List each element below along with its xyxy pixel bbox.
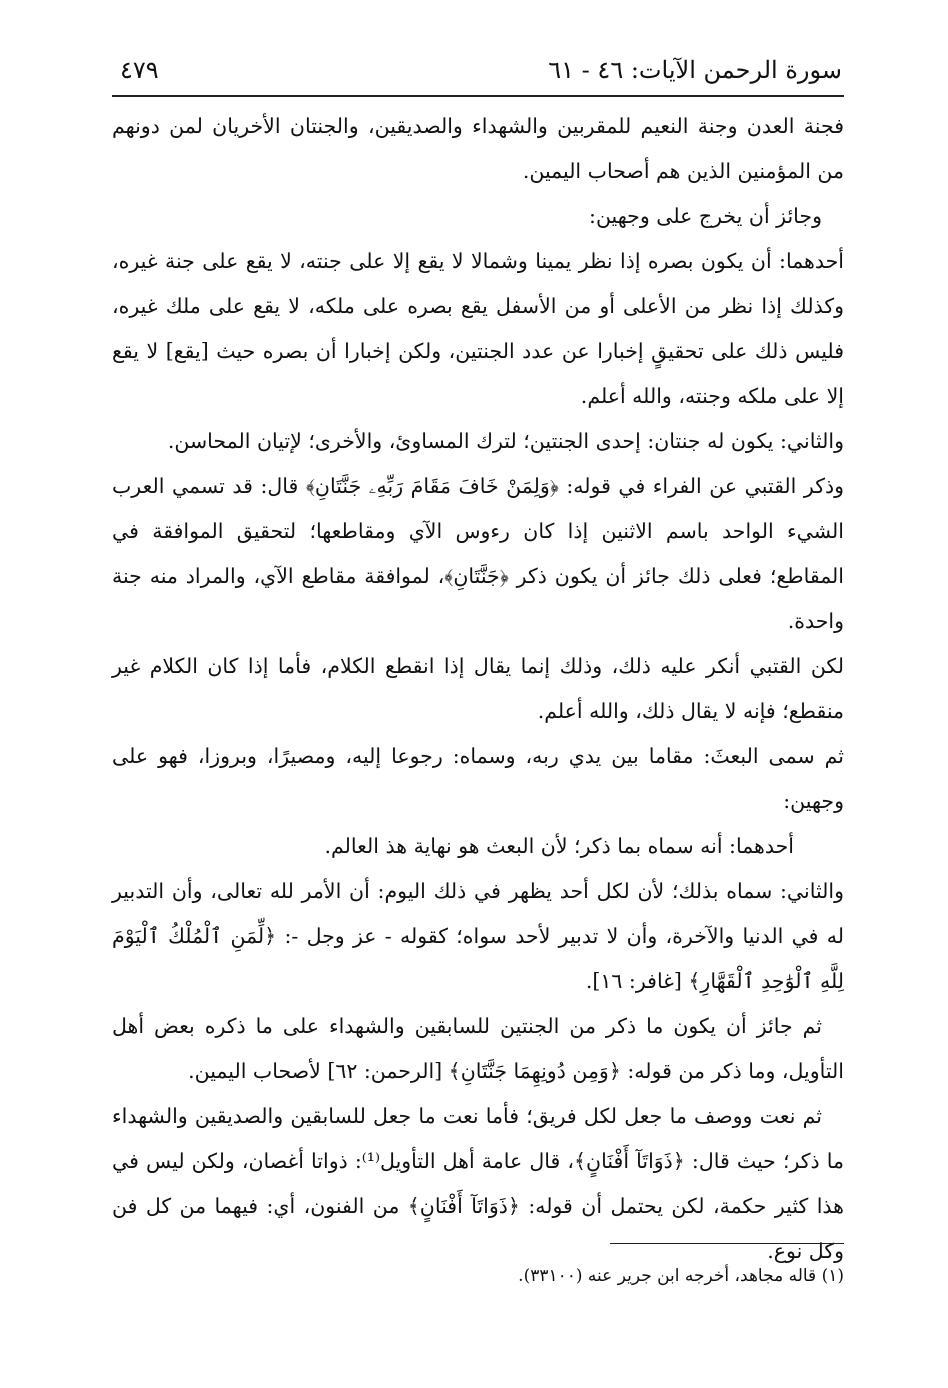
paragraph: والثاني: سماه بذلك؛ لأن لكل أحد يظهر في ذلك اليوم: أن الأمر لله تعالى، وأن التدبير له في الدنيا والآخرة، وأن لا تدبير لأحد سواه؛ كقوله - عز وجل -: ﴿لِّمَنِ ٱلْمُلْكُ ٱلْيَوْمَ لِلَّهِ ٱلْوَٰحِدِ ٱلْقَهَّارِ﴾ [غافر: ١٦]. (112, 879, 844, 993)
paragraph: ثم نعت ووصف ما جعل لكل فريق؛ فأما نعت ما جعل للسابقين والصديقين والشهداء ما ذكر؛ حيث قال: ﴿ذَوَاتَآ أَفْنَانٍ﴾، قال عامة أهل التأويل⁽¹⁾: ذواتا أغصان، ولكن ليس في هذا كثير حكمة، لكن يحتمل أن قوله: ﴿ذَوَاتَآ أَفْنَانٍ﴾ من الفنون، أي: فيهما من كل فن وكل نوع. (112, 1104, 845, 1263)
paragraph: أحدهما: أن يكون بصره إذا نظر يمينا وشمالا لا يقع إلا على جنته، لا يقع على جنة غيره، وكذلك إذا نظر من الأعلى أو من الأسفل يقع بصره على ملكه، لا يقع على ملك غيره، فليس ذلك على تحقيقٍ إخبارا عن عدد الجنتين، ولكن إخبارا أن بصره حيث [يقع] لا يقع إلا على ملكه وجنته، والله أعلم. (112, 249, 844, 408)
paragraph: أحدهما: أنه سماه بما ذكر؛ لأن البعث هو نهاية هذ العالم. (324, 834, 794, 858)
page-header (112, 52, 842, 92)
main-text (112, 104, 844, 1274)
running-head-title: سورة الرحمن الآيات: ٤٦ - ٦١ (548, 56, 842, 84)
paragraph: ثم جائز أن يكون ما ذكر من الجنتين للسابقين والشهداء على ما ذكره بعض أهل التأويل، وما ذكر من قوله: ﴿وَمِن دُونِهِمَا جَنَّتَانِ﴾ [الرحمن: ٦٢] لأصحاب اليمين. (112, 1014, 844, 1083)
footnote: (١) قاله مجاهد، أخرجه ابن جرير عنه (٣٣١٠٠). (518, 1266, 844, 1286)
paragraph: والثاني: يكون له جنتان: إحدى الجنتين؛ لترك المساوئ، والأخرى؛ لإتيان المحاسن. (167, 429, 844, 453)
paragraph: لكن القتبي أنكر عليه ذلك، وذلك إنما يقال إذا انقطع الكلام، فأما إذا كان الكلام غير منقطع؛ فإنه لا يقال ذلك، والله أعلم. (112, 654, 844, 723)
paragraph: وذكر القتبي عن الفراء في قوله: ﴿وَلِمَنْ خَافَ مَقَامَ رَبِّهِۦ جَنَّتَانِ﴾ قال: قد تسمي العرب الشيء الواحد باسم الاثنين إذا كان رءوس الآي ومقاطعها؛ لتحقيق الموافقة في المقاطع؛ فعلى ذلك جائز أن يكون ذكر ﴿جَنَّتَانِ﴾، لموافقة مقاطع الآي، والمراد منه جنة واحدة. (112, 474, 844, 633)
paragraph: وجائز أن يخرج على وجهين: (589, 204, 822, 228)
header-divider (112, 95, 844, 97)
paragraph: ثم سمى البعثَ: مقاما بين يدي ربه، وسماه: رجوعا إليه، ومصيرًا، وبروزا، فهو على وجهين: (112, 744, 844, 813)
paragraph: فجنة العدن وجنة النعيم للمقربين والشهداء والصديقين، والجنتان الأخريان لمن دونهم من المؤمنين الذين هم أصحاب اليمين. (112, 114, 844, 183)
page-number: ٤٧٩ (120, 56, 159, 84)
footnote-divider (610, 1243, 844, 1244)
